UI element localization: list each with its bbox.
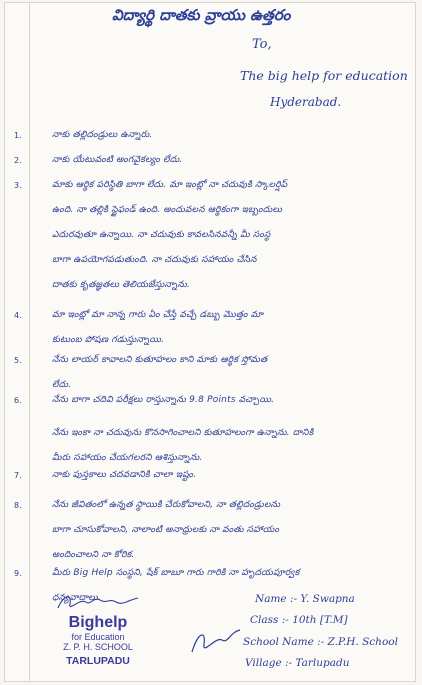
student-signature: [186, 622, 246, 662]
point-text-line: ఉంది. నా తల్లికి స్టైఫండ్ ఉంది. అందువలన ఆర్థికంగా ఇబ్బందులు: [52, 205, 283, 215]
letter-title: విద్యార్థి దాతకు వ్రాయు ఉత్తరం: [112, 6, 291, 24]
point-text-line: దాతకు కృతజ్ఞతలు తెలియజేస్తున్నాను.: [52, 280, 190, 290]
student-class: Class :- 10th [T.M]: [250, 614, 348, 626]
point-number: 7.: [14, 471, 22, 480]
stamp-line-3: TARLUPADU: [66, 655, 130, 667]
village-name: Village :- Tarlupadu: [245, 657, 350, 669]
principal-signature: [54, 592, 144, 614]
point-text-line: నాకు పుస్తకాలు చదవడానికి చాలా ఇష్టం.: [52, 470, 197, 480]
point-text-line: నాకు యేటువంటి అంగవైకల్యం లేదు.: [52, 155, 183, 165]
student-name: Name :- Y. Swapna: [255, 593, 355, 605]
point-number: 1.: [14, 131, 22, 140]
point-text-line: నేను ఇంకా నా చదువును కొనసాగించాలని కుతూహలంగా ఉన్నాను. దానికి: [52, 428, 314, 438]
point-text-line: మాకు ఆర్థిక పరిస్థితి బాగా లేదు. మా ఇంట్లో నా చదువుకి స్కాలర్షిప్: [52, 180, 288, 190]
point-text-line: ఎదురవుతూ ఉన్నాయి. నా చదువుకు కావలసినవన్నీ మీ సంస్థ: [52, 230, 271, 240]
point-number: 8.: [14, 501, 22, 510]
stamp-line-2: Z. P. H. SCHOOL: [63, 642, 133, 652]
point-text-line: లేదు.: [52, 380, 72, 390]
point-text-line: నేను లాయర్ కావాలని కుతూహలం కాని మాకు ఆర్థిక స్తోమత: [52, 355, 268, 365]
point-number: 4.: [14, 311, 22, 320]
point-text-line: నాకు తల్లిదండ్రులు ఉన్నారు.: [52, 130, 153, 140]
margin-line: [29, 3, 30, 681]
stamp-brand: Bighelp: [68, 614, 128, 631]
recipient-name: The big help for education: [240, 68, 408, 83]
point-number: 6.: [14, 396, 22, 405]
recipient-city: Hyderabad.: [270, 95, 342, 109]
point-number: 3.: [14, 181, 22, 190]
point-number: 5.: [14, 356, 22, 365]
point-text-line: అందించాలని నా కోరిక.: [52, 550, 135, 560]
school-name: School Name :- Z.P.H. School: [243, 636, 398, 648]
point-text-line: బాగా ఉపయోగపడుతుంది. నా చదువుకు సహాయం చేసిన: [52, 255, 257, 265]
point-text-line: బాగా చూసుకోవాలని, నాలాంటి అనాధ్రులకు నా వంతు సహాయం: [52, 525, 280, 535]
school-stamp: [46, 592, 150, 680]
point-text-line: నేను జీవితంలో ఉన్నత స్థాయికి చేరుకోవాలని, నా తల్లిదండ్రులను: [52, 500, 281, 510]
stamp-line-1: for Education: [71, 632, 125, 642]
point-text-line: మీరు Big Help సంస్థని, షేక్ బాబూ గారు గారికి నా హృదయపూర్వక: [52, 568, 300, 578]
point-text-line: నేను బాగా చదివి పరీక్షలు రాస్తున్నాను 9.8 Points వచ్చాయి.: [52, 395, 275, 405]
point-text-line: ధన్యవాదాలు.: [52, 593, 102, 603]
point-number: 2.: [14, 156, 22, 165]
point-text-line: మీరు సహాయం చేయగలరని ఆశిస్తున్నాను.: [52, 453, 203, 463]
point-text-line: కుటుంబ పోషణ గడుస్తున్నాయి.: [52, 335, 165, 345]
point-text-line: మా ఇంట్లో మా నాన్న గారు ఏం చేస్తే వచ్చే డబ్బు మొత్తం మా: [52, 310, 264, 320]
salutation-to: To,: [252, 37, 272, 52]
point-number: 9.: [14, 569, 22, 578]
